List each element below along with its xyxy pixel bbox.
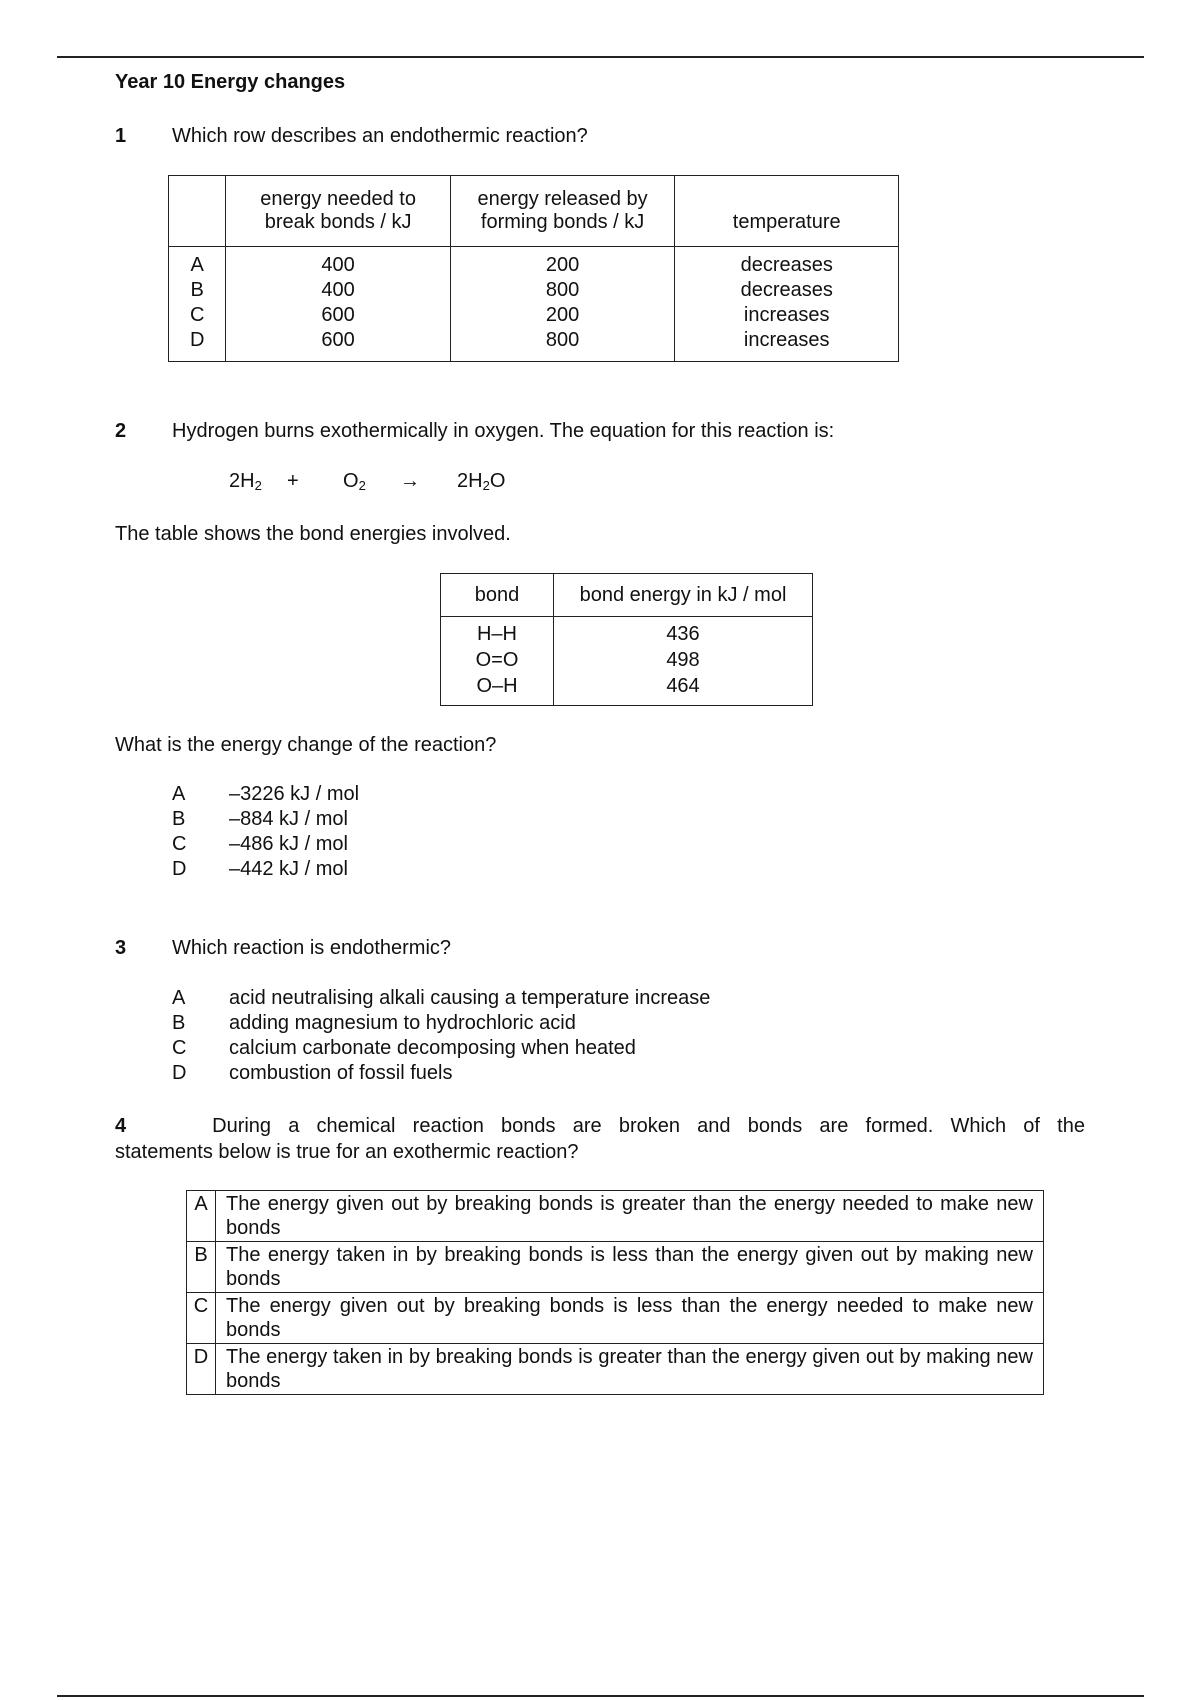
equation-reactant-hydrogen — [229, 470, 262, 493]
q3-option — [172, 1036, 710, 1061]
q4-option-text: The energy given out by breaking bonds is less than the energy needed to make new bonds — [216, 1293, 1044, 1344]
bond-energy: 464 — [666, 675, 700, 697]
q2-option — [172, 782, 359, 807]
q4-option-row — [187, 1344, 1044, 1395]
option-letter: D — [172, 858, 187, 880]
q1-number: 1 — [115, 125, 127, 147]
option-text: –442 kJ / mol — [229, 858, 348, 880]
option-text: –884 kJ / mol — [229, 808, 348, 830]
bond-name: O=O — [475, 649, 519, 671]
q3-option — [172, 1061, 710, 1086]
q1-break-value: 600 — [321, 329, 355, 351]
q1-table-header-row — [169, 176, 899, 247]
q1-row-letter: C — [190, 304, 205, 326]
q4-option-row — [187, 1293, 1044, 1344]
q4-line-1 — [115, 1113, 1085, 1139]
q1-temp-value: increases — [743, 304, 830, 326]
option-text: calcium carbonate decomposing when heated — [229, 1037, 636, 1059]
page-title: Year 10 Energy changes — [115, 71, 346, 93]
option-letter: A — [172, 783, 186, 805]
q1-break-cell — [226, 247, 450, 362]
q1-form-value: 200 — [545, 304, 580, 326]
q1-form-cell — [450, 247, 675, 362]
equation-plus: + — [287, 470, 299, 492]
q3-option — [172, 1011, 710, 1036]
q1-row-letter: B — [190, 279, 204, 301]
equation-arrow: → — [400, 470, 420, 492]
q1-table — [168, 175, 899, 362]
bond-energy: 436 — [666, 623, 700, 645]
bond-table-header-row — [441, 574, 813, 617]
q4-option-letter: A — [187, 1191, 216, 1242]
option-letter: B — [172, 1012, 186, 1034]
equation-reactant-oxygen — [343, 470, 366, 493]
q2-table-intro: The table shows the bond energies involved. — [115, 523, 511, 545]
option-letter: B — [172, 808, 186, 830]
q1-header-temperature-text: temperature — [732, 210, 841, 233]
option-letter: C — [172, 1037, 187, 1059]
option-letter: A — [172, 987, 186, 1009]
q2-option — [172, 807, 359, 832]
eq-w-text: 2H — [457, 470, 483, 492]
q4-option-row — [187, 1242, 1044, 1293]
eq-w-sub: 2 — [482, 478, 490, 493]
bond-name: O–H — [476, 675, 518, 697]
option-letter: D — [172, 1062, 187, 1084]
eq-h-text: 2H — [229, 470, 255, 492]
q4-option-text: The energy taken in by breaking bonds is less than the energy given out by making new bonds — [216, 1242, 1044, 1293]
option-text: acid neutralising alkali causing a temperature increase — [229, 987, 711, 1009]
eq-o-text: O — [343, 470, 359, 492]
eq-w-end: O — [489, 470, 506, 492]
bond-names-cell — [441, 617, 554, 706]
q1-letters-cell — [169, 247, 226, 362]
top-rule — [57, 56, 1144, 58]
bond-energies-cell — [554, 617, 813, 706]
bond-header: bond — [441, 574, 554, 617]
option-text: adding magnesium to hydrochloric acid — [229, 1012, 576, 1034]
q1-temp-cell — [675, 247, 899, 362]
q2-question: What is the energy change of the reaction? — [115, 734, 497, 756]
q1-header-form — [450, 176, 675, 247]
q1-form-value: 200 — [545, 254, 580, 276]
q4-option-letter: B — [187, 1242, 216, 1293]
q1-table-body-row — [169, 247, 899, 362]
q1-header-blank — [169, 176, 226, 247]
q2-option — [172, 857, 359, 882]
bond-energy-header: bond energy in kJ / mol — [554, 574, 813, 617]
q1-header-form-text: energy released by forming bonds / kJ — [477, 188, 648, 233]
q1-temp-value: decreases — [740, 279, 833, 301]
q2-number: 2 — [115, 420, 127, 442]
q1-row-letter: A — [190, 254, 204, 276]
q1-temp-value: increases — [743, 329, 830, 351]
q4-option-text: The energy given out by breaking bonds is greater than the energy needed to make new bonds — [216, 1191, 1044, 1242]
bond-name: H–H — [476, 623, 517, 645]
q4-options-table — [186, 1190, 1044, 1395]
q2-text: Hydrogen burns exothermically in oxygen. The equation for this reaction is: — [172, 420, 835, 442]
q1-temp-value: decreases — [740, 254, 833, 276]
q1-form-value: 800 — [545, 279, 580, 301]
q1-header-temperature — [675, 176, 899, 247]
q3-option — [172, 986, 710, 1011]
q3-options — [172, 986, 710, 1086]
option-letter: C — [172, 833, 187, 855]
q1-break-value: 400 — [321, 279, 355, 301]
bottom-rule — [57, 1695, 1144, 1697]
q3-text: Which reaction is endothermic? — [172, 937, 452, 959]
q1-header-break-text: energy needed to break bonds / kJ — [260, 188, 416, 233]
eq-o-sub: 2 — [358, 478, 366, 493]
q4-option-letter: D — [187, 1344, 216, 1395]
q4-option-letter: C — [187, 1293, 216, 1344]
q4-option-row — [187, 1191, 1044, 1242]
q3-number: 3 — [115, 937, 127, 959]
equation-product-water — [457, 470, 505, 493]
option-text: –3226 kJ / mol — [229, 783, 360, 805]
q4-option-text: The energy taken in by breaking bonds is greater than the energy given out by making new bonds — [216, 1344, 1044, 1395]
option-text: combustion of fossil fuels — [229, 1062, 453, 1084]
q2-option — [172, 832, 359, 857]
bond-table-body-row — [441, 617, 813, 706]
q4-text: During a chemical reaction bonds are broken and bonds are formed. Which of the — [212, 1115, 1085, 1137]
q1-text: Which row describes an endothermic reaction? — [172, 125, 588, 147]
q4-number: 4 — [115, 1115, 127, 1137]
eq-h-sub: 2 — [254, 478, 262, 493]
q4-text-2: statements below is true for an exothermic reaction? — [115, 1141, 579, 1163]
bond-energy-table — [440, 573, 813, 706]
q4-text-block — [115, 1113, 1085, 1165]
q1-row-letter: D — [190, 329, 205, 351]
q1-break-value: 600 — [321, 304, 355, 326]
q2-options — [172, 782, 359, 882]
option-text: –486 kJ / mol — [229, 833, 348, 855]
q1-header-break — [226, 176, 450, 247]
bond-energy: 498 — [666, 649, 700, 671]
q1-break-value: 400 — [321, 254, 355, 276]
q1-form-value: 800 — [545, 329, 580, 351]
